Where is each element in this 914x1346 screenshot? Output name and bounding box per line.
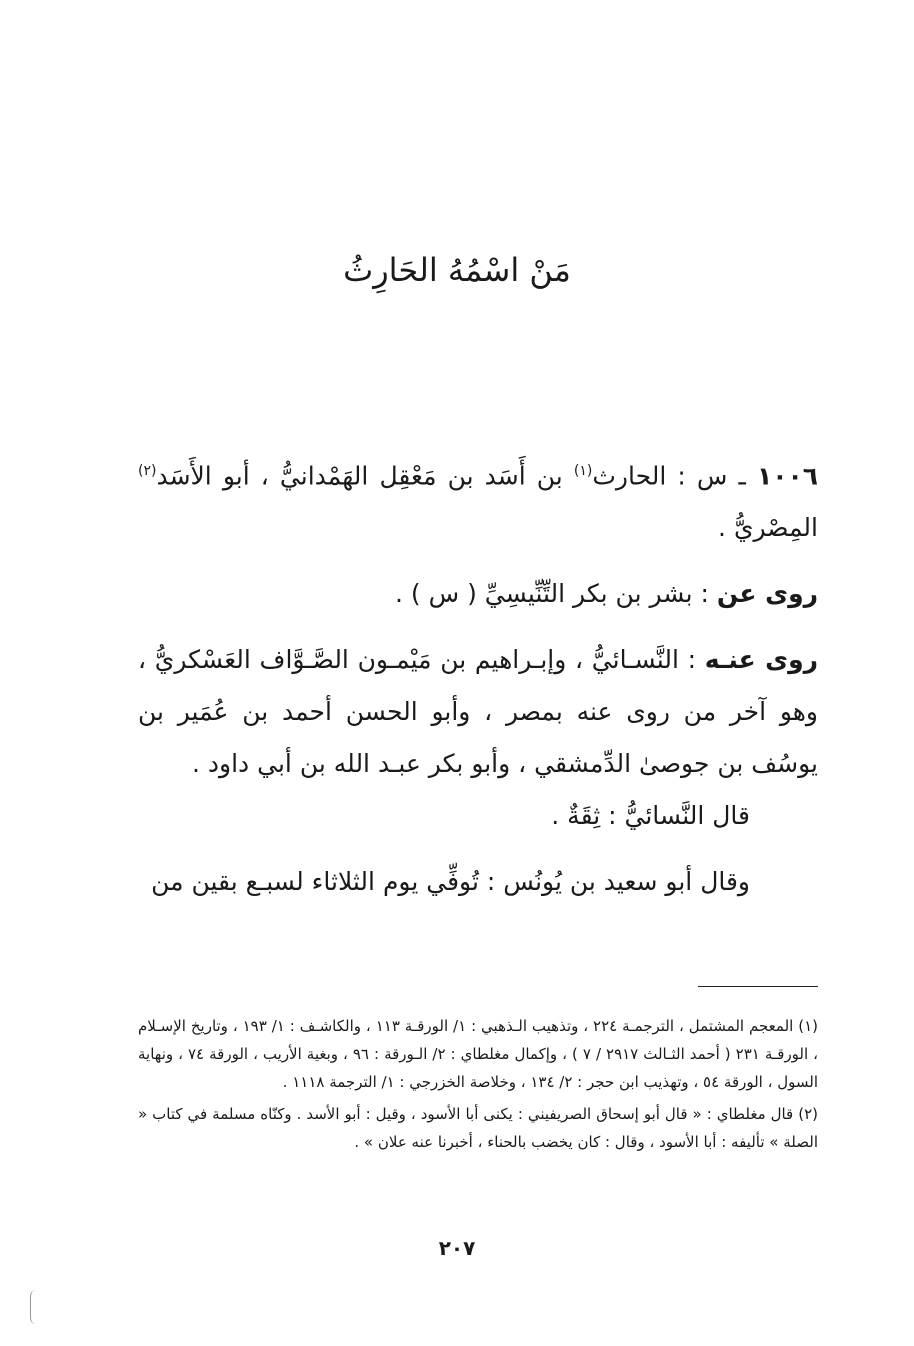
entry-heading-text: ـ س : الحارث bbox=[592, 461, 757, 491]
narrated-from-label: روى عن bbox=[716, 579, 818, 609]
entry-heading-end: المِصْريُّ . bbox=[718, 513, 818, 543]
page-number: ٢٠٧ bbox=[438, 1236, 476, 1260]
margin-scan-mark bbox=[30, 1290, 39, 1324]
entry-heading bbox=[138, 445, 818, 554]
ibn-yunus-statement: وقال أبو سعيد بن يُونُس : تُوفِّي يوم الثلاثاء لسبـع بقين من bbox=[151, 867, 750, 897]
narrated-by bbox=[138, 634, 818, 790]
narrated-by-label: روى عنـه bbox=[704, 645, 818, 675]
entry-number: ١٠٠٦ bbox=[756, 461, 818, 491]
entry-heading-text-2: بن أَسَد بن مَعْقِل الهَمْدانيُّ ، أبو الأَسَد bbox=[156, 461, 574, 491]
footnote-2: (٢) قال مغلطاي : « قال أبو إسحاق الصريفيني : يكنى أبا الأسود ، وقيل : أبو الأسد . وكنّاه مسلمة في كتاب « الصلة » تأليفه : أبا الأسود ، وقال : كان يخضب بالحناء ، أخبرنا عنه علان » . bbox=[138, 1105, 818, 1151]
footnote-ref-2[interactable]: (٢) bbox=[138, 463, 157, 479]
narrated-from bbox=[138, 568, 818, 620]
footnotes bbox=[138, 1012, 818, 1160]
footnote-ref-1[interactable]: (١) bbox=[573, 463, 593, 479]
narrated-from-text: : بشر بن بكر التِّنِّيسِيِّ ( س ) . bbox=[395, 579, 717, 609]
main-text bbox=[138, 445, 818, 908]
section-title: مَنْ اسْمُهُ الحَارِثُ bbox=[343, 251, 571, 289]
nasai-statement: قال النَّسائيُّ : ثِقَةٌ . bbox=[551, 801, 750, 831]
footnote-1: (١) المعجم المشتمل ، الترجمـة ٢٢٤ ، وتذهيب الـذهبي : ١/ الورقـة ١١٣ ، والكاشـف : ١/ ١٩٣ ، وتاريخ الإسـلام ، الورقـة ٢٣١ ( أحمد الثـالث ٢٩١٧ / ٧ ) ، وإكمال مغلطاي : ٢/ الـورقة : ٩٦ ، وبغية الأريب ، الورقة ٧٤ ، ونهاية السول ، الورقة ٥٤ ، وتهذيب ابن حجر : ٢/ ١٣٤ ، وخلاصة الخزرجي : ١/ الترجمة ١١١٨ . bbox=[138, 1017, 819, 1091]
footnote-divider bbox=[698, 986, 818, 987]
narrated-by-text: : النَّسـائيُّ ، وإبـراهيم بن مَيْمـون الصَّـوَّاف العَسْكريُّ ، وهو آخر من روى عنه بمصر ، وأبو الحسن أحمد بن عُمَير بن يوسُف بن جوصىٰ الدِّمشقي ، وأبو بكر عبـد الله بن أبي داود . bbox=[138, 645, 818, 779]
